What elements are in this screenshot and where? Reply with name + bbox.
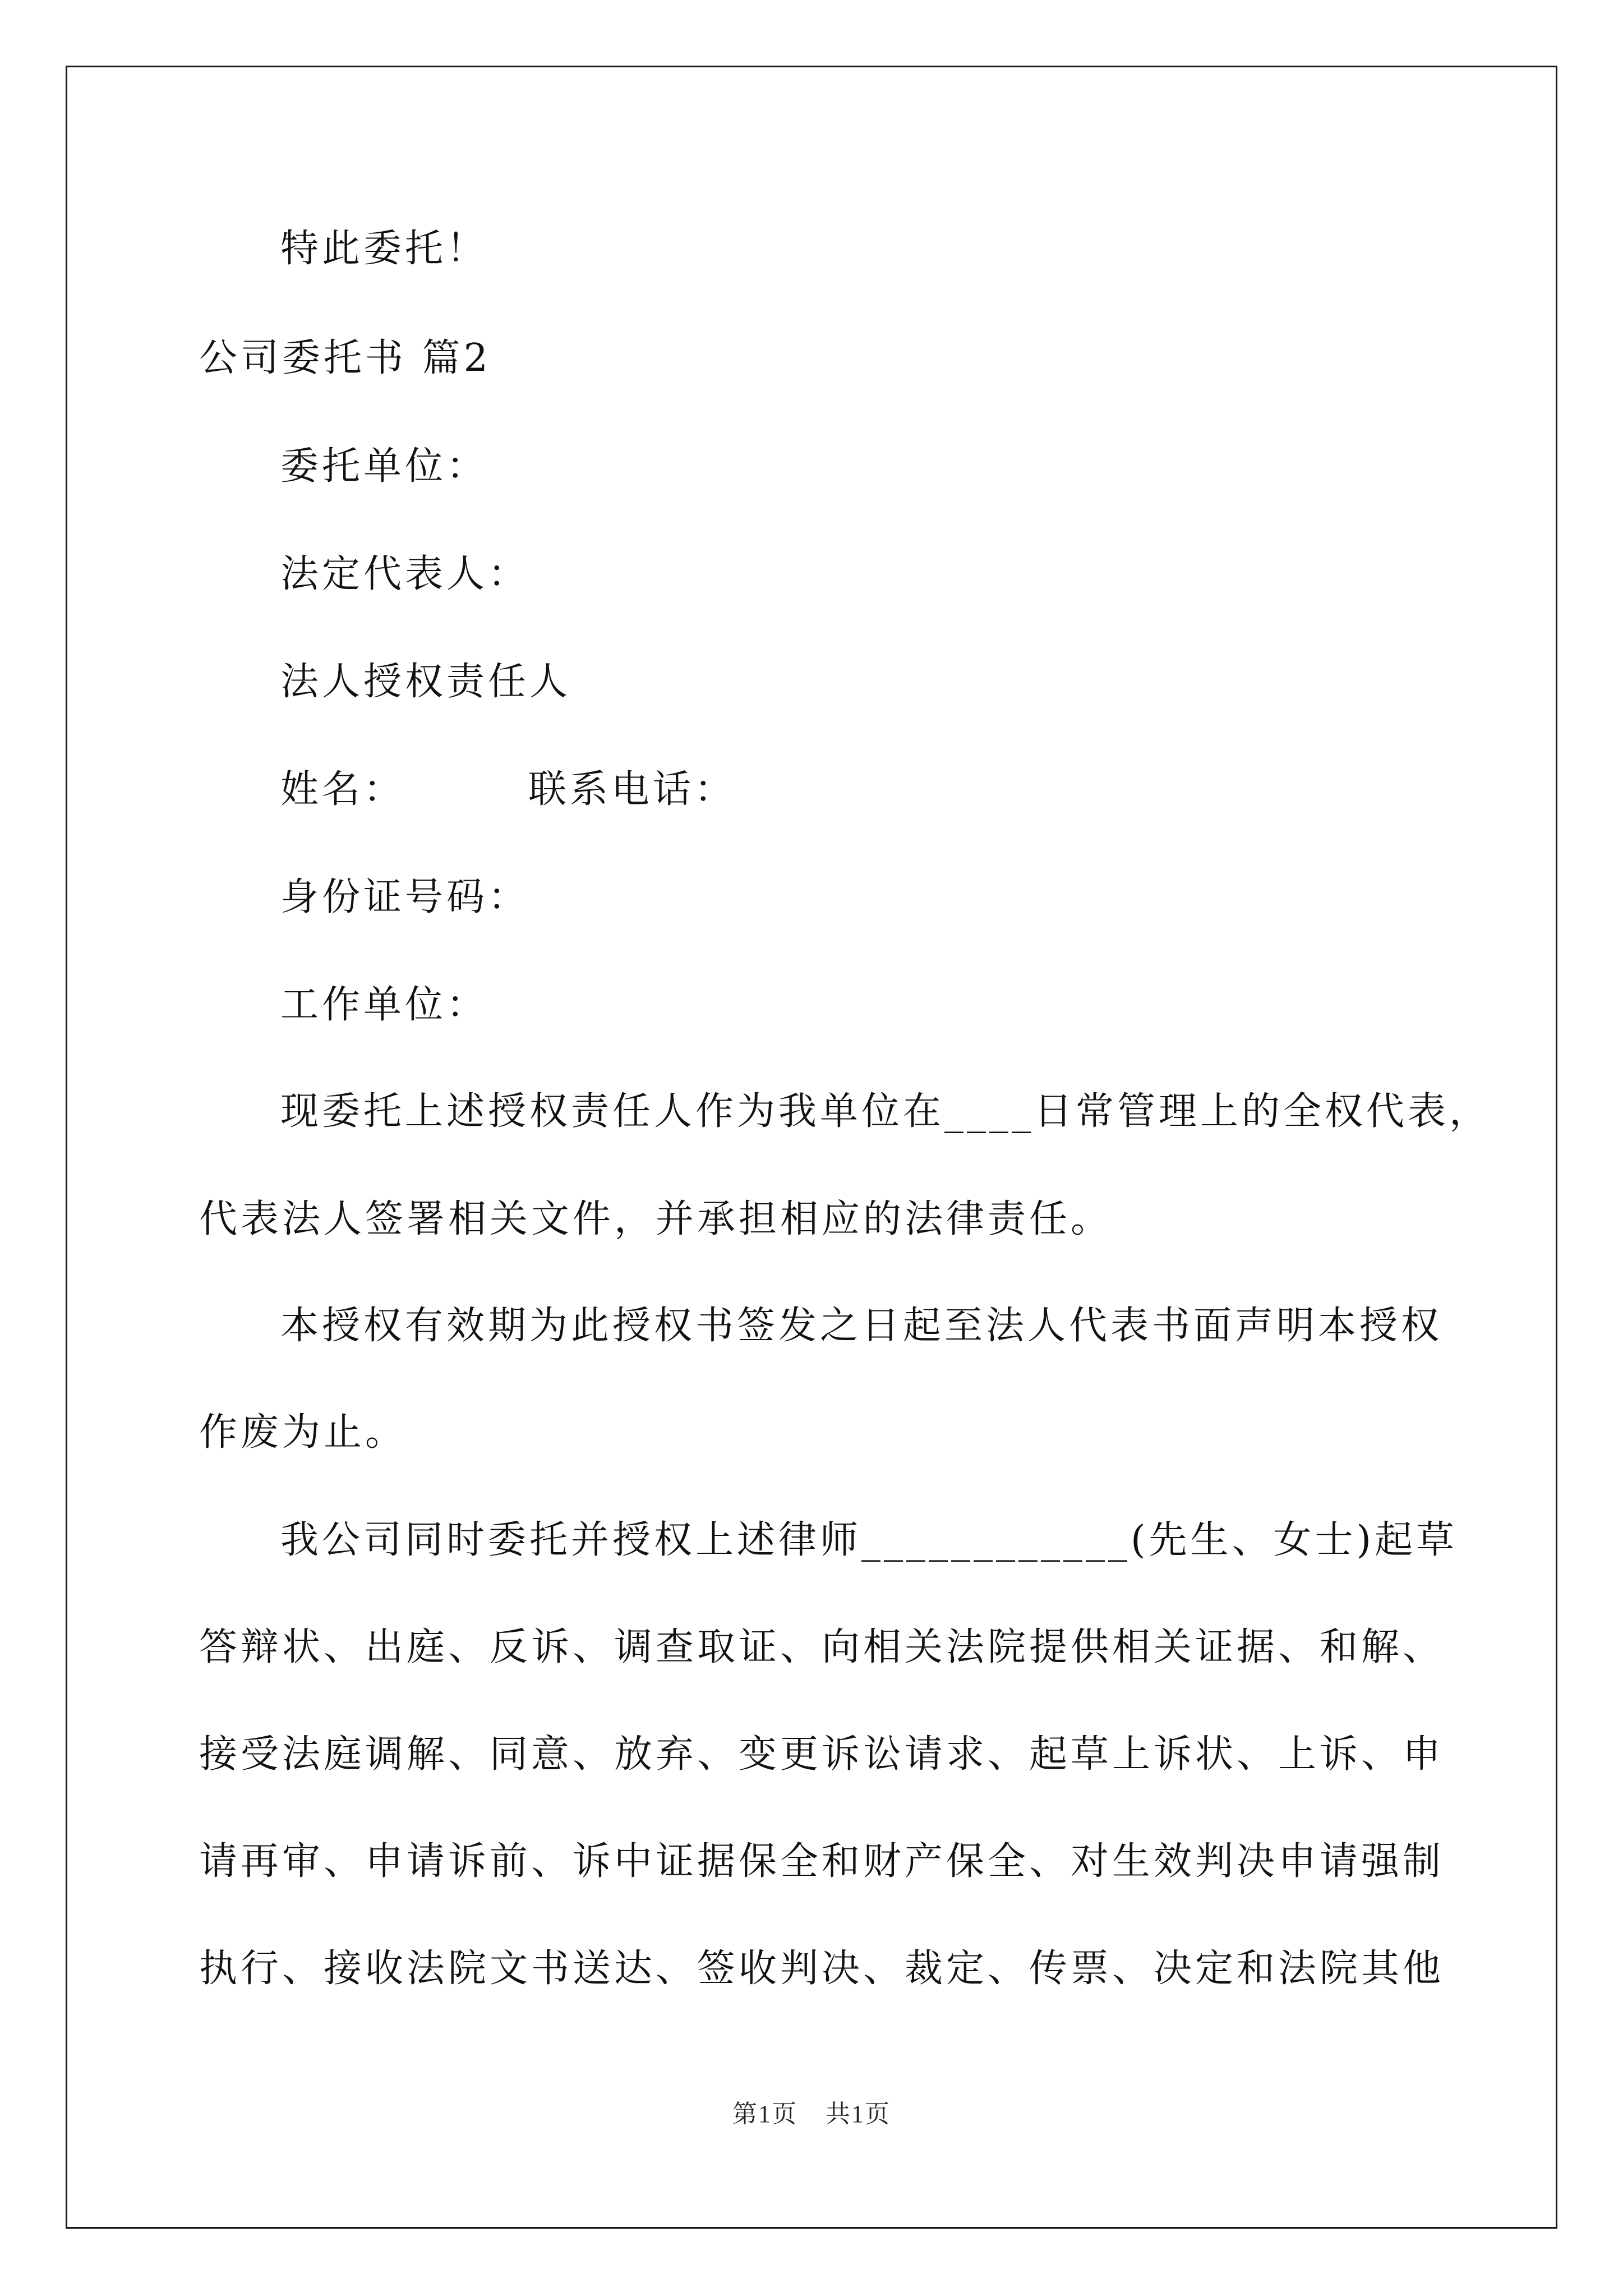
field-name-phone-row	[280, 767, 736, 812]
closing-line: 特此委托！	[280, 227, 488, 271]
paragraph-line: 我公司同时委托并授权上述律师____________(先生、女士)起草	[280, 1518, 1458, 1562]
field-name-label: 姓名：	[280, 767, 405, 812]
field-legal-representative: 法定代表人：	[280, 552, 530, 596]
paragraph-line: 答辩状、出庭、反诉、调查取证、向相关法院提供相关证据、和解、	[199, 1625, 1445, 1669]
paragraph-line: 请再审、申请诉前、诉中证据保全和财产保全、对生效判决申请强制	[199, 1839, 1445, 1884]
field-authorized-person: 法人授权责任人	[280, 660, 571, 704]
paragraph-line: 代表法人签署相关文件，并承担相应的法律责任。	[199, 1197, 1113, 1241]
field-entrusting-unit: 委托单位：	[280, 444, 488, 489]
paragraph-line: 本授权有效期为此授权书签发之日起至法人代表书面声明本授权	[280, 1304, 1443, 1348]
page-footer	[0, 2093, 1623, 2129]
paragraph-line: 执行、接收法院文书送达、签收判决、裁定、传票、决定和法院其他	[199, 1947, 1445, 1991]
section-heading: 公司委托书 篇2	[199, 336, 491, 380]
page-total: 共1页	[826, 2100, 891, 2128]
field-phone-label: 联系电话：	[528, 767, 736, 812]
paragraph-line: 作废为止。	[199, 1410, 407, 1455]
paragraph-line: 现委托上述授权责任人作为我单位在____日常管理上的全权代表，	[280, 1089, 1491, 1134]
page-number: 第1页	[732, 2100, 797, 2128]
field-workplace: 工作单位：	[280, 983, 488, 1027]
paragraph-line: 接受法庭调解、同意、放弃、变更诉讼请求、起草上诉状、上诉、申	[199, 1732, 1445, 1777]
field-id-number: 身份证号码：	[280, 875, 530, 919]
